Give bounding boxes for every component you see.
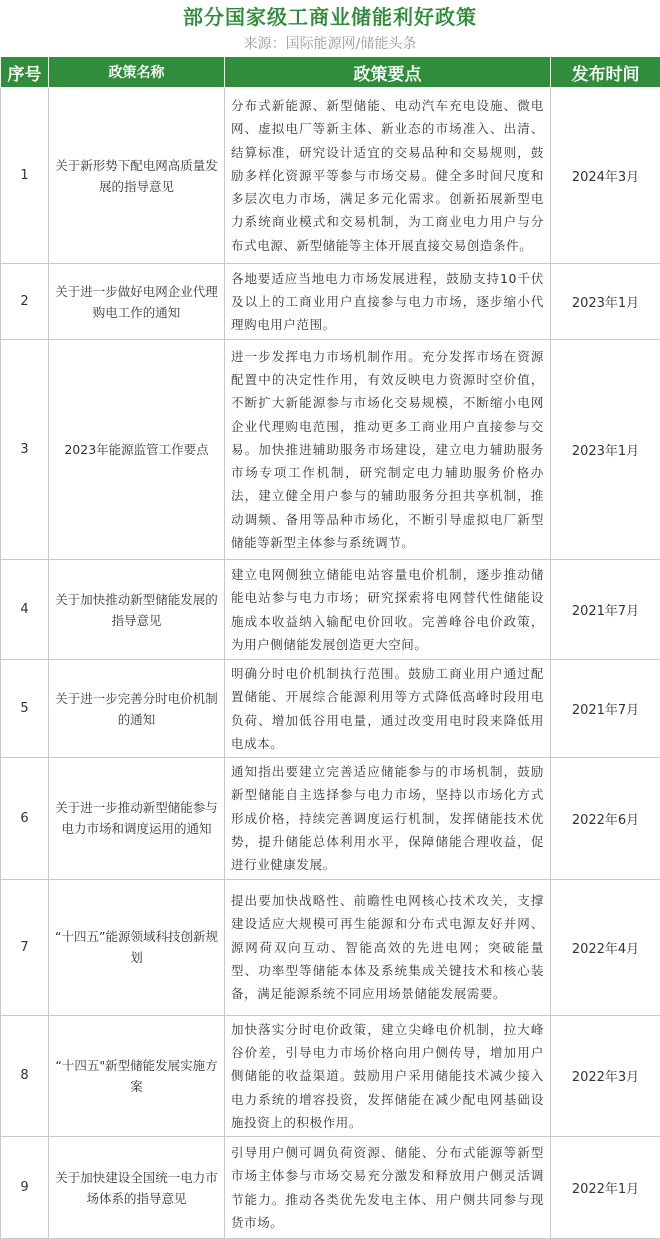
source-caption: 来源：国际能源网/储能头条 (0, 34, 660, 56)
header-content: 政策要点 (225, 57, 551, 88)
row-num: 6 (1, 758, 49, 879)
row-num: 5 (1, 660, 49, 758)
policy-name: 关于新形势下配电网高质量发展的指导意见 (49, 88, 225, 264)
header-num: 序号 (1, 57, 49, 88)
policy-name: 关于进一步做好电网企业代理购电工作的通知 (49, 264, 225, 340)
header-name: 政策名称 (49, 57, 225, 88)
table-row (1, 264, 660, 340)
policy-content: 引导用户侧可调负荷资源、储能、分布式能源等新型市场主体参与市场交易充分激发和释放用户侧灵活调节能力。推动各类优先发电主体、用户侧共同参与现货市场。 (225, 1137, 551, 1239)
table-row (1, 879, 660, 1015)
policy-content: 进一步发挥电力市场机制作用。充分发挥市场在资源配置中的决定性作用，有效反映电力资源时空价值，不断扩大新能源参与市场化交易规模，不断缩小电网企业代理购电范围，推动更多工商业用户直接参与交易。加快推进辅助服务市场建设，建立电力辅助服务市场专项工作机制，研究制定电力辅助服务价格办法，建立健全用户参与的辅助服务分担共享机制，推动调频、备用等品种市场化，不断引导虚拟电厂新型储能等新型主体参与系统调节。 (225, 340, 551, 560)
policy-name: 关于进一步推动新型储能参与电力市场和调度运用的通知 (49, 758, 225, 879)
row-num: 4 (1, 560, 49, 660)
policy-content: 各地要适应当地电力市场发展进程，鼓励支持10千伏及以上的工商业用户直接参与电力市场，逐步缩小代理购电用户范围。 (225, 264, 551, 340)
row-num: 7 (1, 879, 49, 1015)
policy-name: “十四五"新型储能发展实施方案 (49, 1015, 225, 1136)
policy-content: 分布式新能源、新型储能、电动汽车充电设施、微电网、虚拟电厂等新主体、新业态的市场准入、出清、结算标准，研究设计适宜的交易品种和交易规则，鼓励多样化资源平等参与市场交易。健全多时间尺度和多层次电力市场，满足多元化需求。创新拓展新型电力系统商业模式和交易机制，为工商业电力用户与分布式电源、新型储能等主体开展直接交易创造条件。 (225, 88, 551, 264)
policy-content: 通知指出要建立完善适应储能参与的市场机制，鼓励新型储能自主选择参与电力市场，坚持以市场化方式形成价格，持续完善调度运行机制，发挥储能技术优势，提升储能总体利用水平，保障储能合理收益，促进行业健康发展。 (225, 758, 551, 879)
policy-name: “十四五”能源领域科技创新规划 (49, 879, 225, 1015)
table-row (1, 758, 660, 879)
row-num: 1 (1, 88, 49, 264)
policy-content: 提出要加快战略性、前瞻性电网核心技术攻关，支撑建设适应大规模可再生能源和分布式电源友好并网、源网荷双向互动、智能高效的先进电网；突破能量型、功率型等储能本体及系统集成关键技术和核心装备，满足能源系统不同应用场景储能发展需要。 (225, 879, 551, 1015)
publish-date: 2023年1月 (551, 264, 660, 340)
table-row (1, 1137, 660, 1239)
policy-name: 关于加快推动新型储能发展的指导意见 (49, 560, 225, 660)
row-num: 3 (1, 340, 49, 560)
table-row (1, 340, 660, 560)
policy-content: 加快落实分时电价政策，建立尖峰电价机制，拉大峰谷价差，引导电力市场价格向用户侧传导，增加用户侧储能的收益渠道。鼓励用户采用储能技术减少接入电力系统的增容投资，发挥储能在减少配电网基础设施投资上的积极作用。 (225, 1015, 551, 1136)
publish-date: 2023年1月 (551, 340, 660, 560)
header-date: 发布时间 (551, 57, 660, 88)
policy-content: 建立电网侧独立储能电站容量电价机制，逐步推动储能电站参与电力市场；研究探索将电网替代性储能设施成本收益纳入输配电价回收。完善峰谷电价政策，为用户侧储能发展创造更大空间。 (225, 560, 551, 660)
table-row (1, 88, 660, 264)
row-num: 2 (1, 264, 49, 340)
publish-date: 2024年3月 (551, 88, 660, 264)
row-num: 8 (1, 1015, 49, 1136)
row-num: 9 (1, 1137, 49, 1239)
publish-date: 2021年7月 (551, 560, 660, 660)
page-title: 部分国家级工商业储能利好政策 (0, 0, 660, 34)
policy-name: 关于进一步完善分时电价机制的通知 (49, 660, 225, 758)
policy-name: 关于加快建设全国统一电力市场体系的指导意见 (49, 1137, 225, 1239)
table-row (1, 560, 660, 660)
policy-name: 2023年能源监管工作要点 (49, 340, 225, 560)
publish-date: 2022年6月 (551, 758, 660, 879)
publish-date: 2021年7月 (551, 660, 660, 758)
publish-date: 2022年1月 (551, 1137, 660, 1239)
publish-date: 2022年3月 (551, 1015, 660, 1136)
policy-table (0, 56, 660, 1239)
table-row (1, 660, 660, 758)
policy-content: 明确分时电价机制执行范围。鼓励工商业用户通过配置储能、开展综合能源利用等方式降低高峰时段用电负荷、增加低谷用电量，通过改变用电时段来降低用电成本。 (225, 660, 551, 758)
publish-date: 2022年4月 (551, 879, 660, 1015)
table-row (1, 1015, 660, 1136)
table-header-row (1, 57, 660, 88)
